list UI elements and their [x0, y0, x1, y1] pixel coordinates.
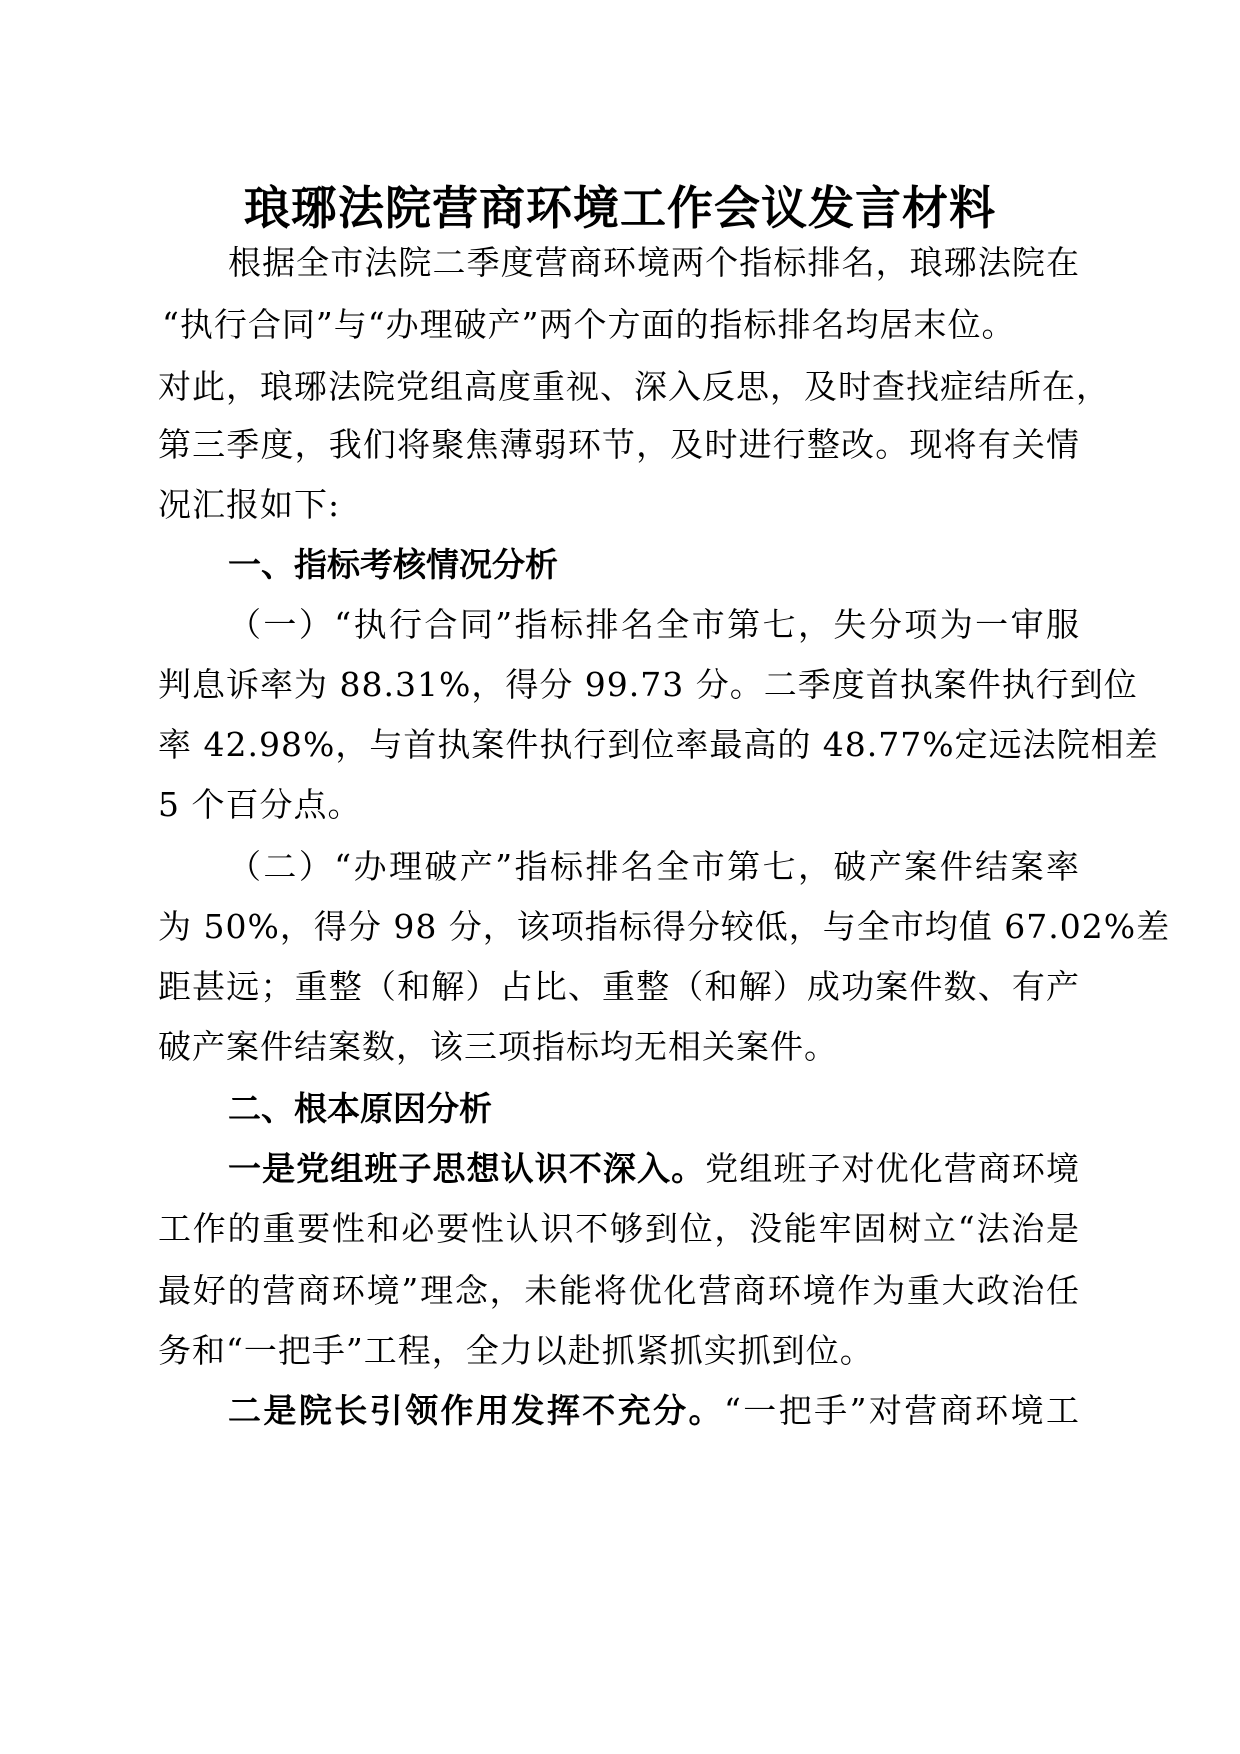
paragraph-line: 为 50%，得分 98 分，该项指标得分较低，与全市均值 67.02%差 [158, 907, 1171, 946]
section-heading: 二、根本原因分析 [228, 1089, 492, 1128]
reason-lead: 二是院长引领作用发挥不充分。 [228, 1391, 724, 1430]
paragraph-line: 5 个百分点。 [158, 785, 362, 824]
paragraph-line: （二）“办理破产”指标排名全市第七，破产案件结案率 [228, 847, 1080, 886]
intro-line: 第三季度，我们将聚焦薄弱环节，及时进行整改。现将有关情 [158, 425, 1080, 464]
paragraph-line: 务和“一把手”工程，全力以赴抓紧抓实抓到位。 [158, 1331, 874, 1370]
intro-line: “执行合同”与“办理破产”两个方面的指标排名均居末位。 [162, 305, 1016, 344]
paragraph-line: 距甚远；重整（和解）占比、重整（和解）成功案件数、有产 [158, 967, 1080, 1006]
paragraph-line: 工作的重要性和必要性认识不够到位，没能牢固树立“法治是 [158, 1209, 1080, 1248]
intro-line: 对此，琅琊法院党组高度重视、深入反思，及时查找症结所在， [158, 367, 1110, 406]
reason-lead: 一是党组班子思想认识不深入。 [228, 1149, 706, 1188]
document-title: 琅琊法院营商环境工作会议发言材料 [244, 181, 996, 235]
paragraph-line: 率 42.98%，与首执案件执行到位率最高的 48.77%定远法院相差 [158, 725, 1159, 764]
reason-text: 党组班子对优化营商环境 [705, 1149, 1081, 1188]
section-heading: 一、指标考核情况分析 [228, 545, 558, 584]
reason-text: “一把手”对营商环境工 [723, 1391, 1080, 1430]
paragraph-line [228, 1136, 1080, 1202]
paragraph-line: （一）“执行合同”指标排名全市第七，失分项为一审服 [228, 605, 1080, 644]
intro-line: 根据全市法院二季度营商环境两个指标排名，琅琊法院在 [228, 243, 1080, 282]
paragraph-line: 破产案件结案数，该三项指标均无相关案件。 [158, 1027, 838, 1066]
intro-line: 况汇报如下: [158, 485, 341, 524]
paragraph-line [228, 1378, 1080, 1444]
paragraph-line: 判息诉率为 88.31%，得分 99.73 分。二季度首执案件执行到位 [158, 665, 1138, 704]
paragraph-line: 最好的营商环境”理念，未能将优化营商环境作为重大政治任 [158, 1271, 1080, 1310]
